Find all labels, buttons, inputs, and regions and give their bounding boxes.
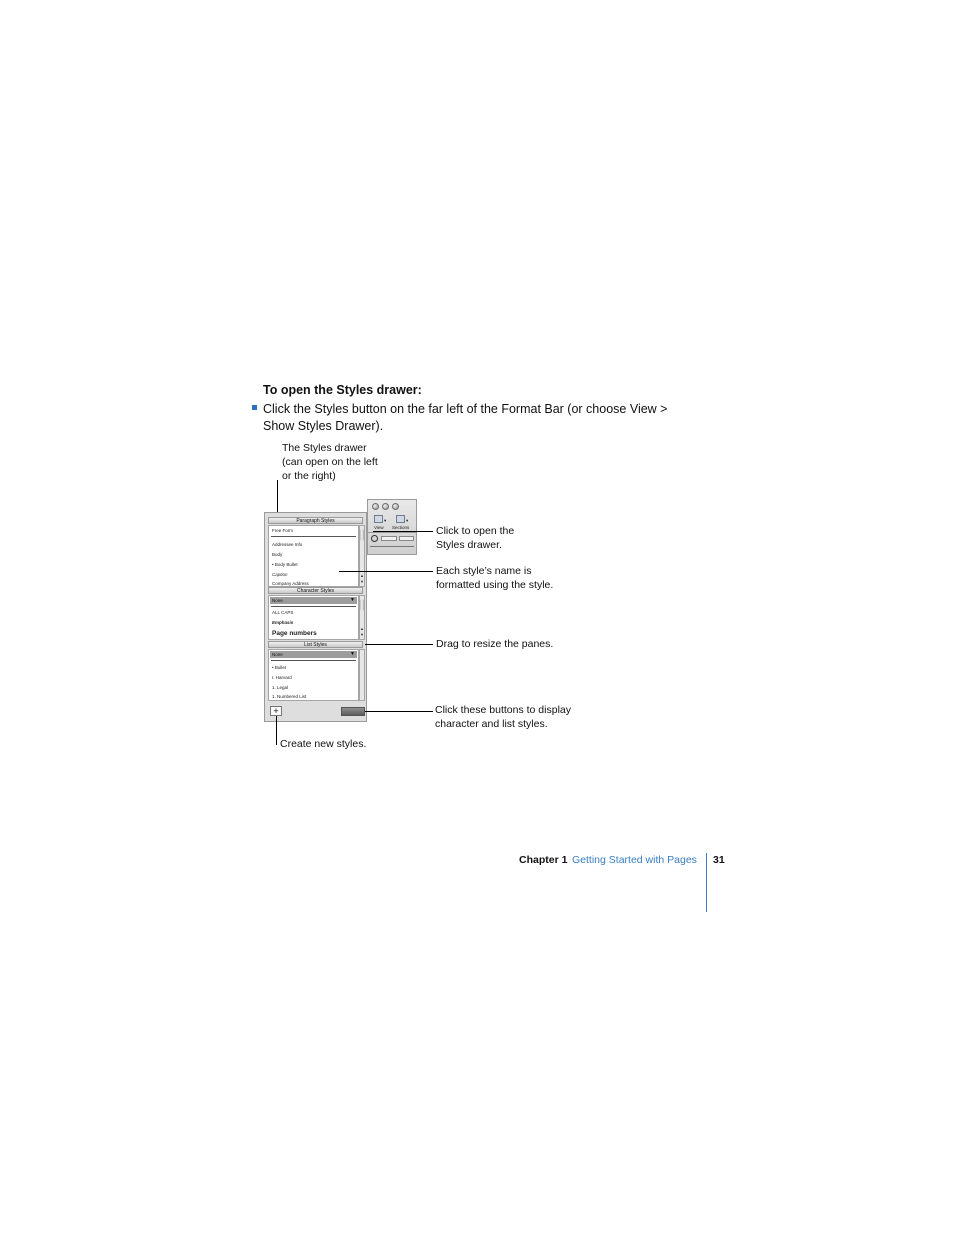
character-styles-header: Character Styles [268, 587, 363, 594]
character-style-selected: None [272, 598, 283, 603]
ruler-icon [370, 546, 414, 547]
scroll-thumb[interactable] [360, 599, 364, 611]
list-item[interactable]: • Bullet [272, 665, 287, 670]
callout-drawer: The Styles drawer (can open on the left or the right) [282, 442, 378, 482]
view-menu-triangle-icon: ▾ [384, 518, 387, 523]
callout-create: Create new styles. [280, 738, 367, 750]
list-item[interactable]: Addressee Info [272, 542, 303, 547]
footer-rule [706, 853, 707, 912]
page-number: 31 [713, 854, 725, 866]
add-style-button[interactable]: + [270, 706, 282, 716]
window-zoom-button[interactable] [392, 503, 399, 510]
list-item[interactable]: Emphasis [272, 620, 294, 625]
list-styles-list[interactable] [268, 649, 359, 701]
list-style-selected: None [272, 652, 283, 657]
callout-resize: Drag to resize the panes. [436, 638, 554, 650]
list-style-select[interactable] [270, 651, 357, 658]
format-popup-2[interactable] [399, 536, 414, 541]
callout-open-button: Click to open the Styles drawer. [436, 525, 515, 551]
section-heading: To open the Styles drawer: [263, 383, 422, 397]
view-icon[interactable] [374, 515, 383, 523]
scroll-down-arrow-icon[interactable]: ▼ [360, 579, 364, 584]
scroll-thumb[interactable] [360, 529, 364, 541]
footer-chapter-title: Getting Started with Pages [572, 854, 697, 866]
bullet-marker [252, 405, 257, 410]
list-styles-header: List Styles [268, 641, 363, 648]
character-style-select[interactable] [270, 597, 357, 604]
list-item[interactable]: 1. Legal [272, 685, 289, 690]
list-item[interactable]: I. Harvard [272, 675, 292, 680]
leader-line-style-name [339, 571, 433, 572]
scroll-up-arrow-icon[interactable]: ▲ [360, 573, 364, 578]
window-close-button[interactable] [372, 503, 379, 510]
callout-style-name: Each style’s name is formatted using the style. [436, 565, 554, 591]
leader-line-create [276, 716, 277, 745]
format-popup-1[interactable] [381, 536, 397, 541]
select-triangle-icon: ▼ [350, 597, 355, 603]
leader-line-display-buttons [365, 711, 433, 712]
styles-drawer [264, 512, 367, 722]
sections-label: Sections [392, 525, 410, 530]
callout-display-buttons: Click these buttons to display character and list styles. [435, 704, 571, 730]
list-divider [271, 606, 356, 607]
paragraph-scrollbar[interactable] [359, 525, 365, 587]
list-item[interactable]: Caption [272, 572, 288, 577]
list-item[interactable]: 1. Numbered List [272, 694, 307, 699]
list-item[interactable]: • Body Bullet [272, 562, 298, 567]
character-styles-list[interactable] [268, 595, 359, 640]
list-divider [271, 536, 356, 537]
style-pane-toggle-buttons[interactable] [341, 707, 365, 716]
footer-chapter: Chapter 1 [519, 854, 568, 866]
paragraph-styles-list[interactable] [268, 525, 359, 587]
scroll-up-arrow-icon[interactable]: ▲ [360, 626, 364, 631]
scroll-down-arrow-icon[interactable]: ▼ [360, 632, 364, 637]
toolbar-divider [368, 532, 416, 533]
format-bar-window [367, 499, 417, 555]
window-minimize-button[interactable] [382, 503, 389, 510]
list-item[interactable]: ALL CAPS [272, 610, 294, 615]
list-item[interactable]: Page numbers [272, 630, 317, 637]
leader-line-open-button [373, 531, 433, 532]
list-divider [271, 660, 356, 661]
character-scrollbar[interactable] [359, 595, 365, 640]
paragraph-styles-header: Paragraph Styles [268, 517, 363, 524]
list-item[interactable]: Body [272, 552, 283, 557]
list-scrollbar[interactable] [359, 649, 365, 701]
leader-line-resize [365, 644, 433, 645]
sections-menu-triangle-icon: ▾ [406, 518, 409, 523]
view-label: View [374, 525, 384, 530]
instruction-bullet-text: Click the Styles button on the far left of the Format Bar (or choose View > Show Styles Drawer). [263, 402, 668, 433]
list-item[interactable]: Company Address [272, 581, 309, 586]
leader-line-drawer [277, 480, 278, 512]
sections-icon[interactable] [396, 515, 405, 523]
list-item[interactable]: Free Form [272, 528, 294, 533]
styles-drawer-button[interactable] [371, 535, 378, 542]
select-triangle-icon: ▼ [350, 651, 355, 657]
